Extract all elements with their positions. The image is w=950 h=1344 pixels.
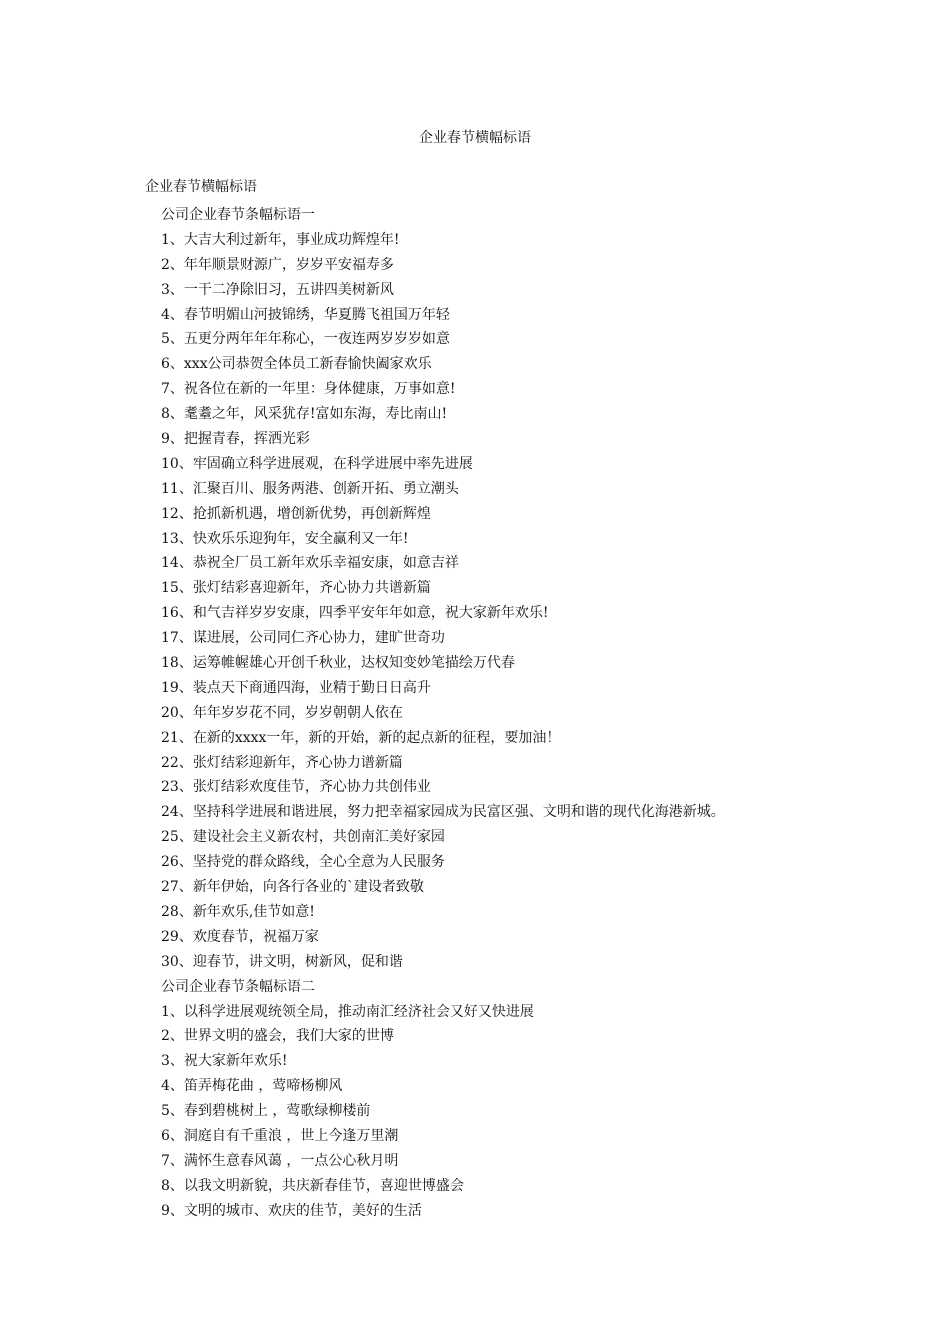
list-item: 1、以科学进展观统领全局，推动南汇经济社会又好又快进展 [161, 1003, 534, 1020]
list-item: 19、装点天下商通四海，业精于勤日日高升 [161, 679, 431, 696]
list-item: 5、春到碧桃树上 ，莺歌绿柳楼前 [161, 1103, 371, 1120]
list-item: 7、祝各位在新的一年里：身体健康，万事如意! [161, 381, 456, 398]
list-item: 8、耄耋之年，风采犹存!富如东海，寿比南山! [161, 406, 448, 423]
list-item: 22、张灯结彩迎新年，齐心协力谱新篇 [161, 754, 403, 771]
list-item: 4、笛弄梅花曲 ，莺啼杨柳风 [161, 1078, 343, 1095]
list-item: 10、牢固确立科学进展观，在科学进展中率先进展 [161, 455, 473, 472]
section-heading: 公司企业春节条幅标语二 [161, 978, 315, 995]
list-item: 17、谋进展，公司同仁齐心协力，建旷世奇功 [161, 630, 445, 647]
list-item: 14、恭祝全厂员工新年欢乐幸福安康，如意吉祥 [161, 555, 459, 572]
list-item: 9、文明的城市、欢庆的佳节，美好的生活 [161, 1202, 422, 1219]
list-item: 20、年年岁岁花不同，岁岁朝朝人依在 [161, 704, 403, 721]
list-item: 1、大吉大利过新年，事业成功辉煌年! [161, 231, 400, 248]
page-title: 企业春节横幅标语 [419, 130, 531, 146]
list-item: 25、建设社会主义新农村，共创南汇美好家园 [161, 829, 445, 846]
list-item: 5、五更分两年年年称心，一夜连两岁岁岁如意 [161, 331, 450, 348]
list-item: 9、把握青春，挥洒光彩 [161, 431, 310, 448]
list-item: 3、祝大家新年欢乐! [161, 1053, 288, 1070]
list-item: 27、新年伊始，向各行各业的`建设者致敬 [161, 879, 424, 896]
list-item: 4、春节明媚山河披锦绣，华夏腾飞祖国万年轻 [161, 306, 450, 323]
section-heading: 公司企业春节条幅标语一 [161, 207, 315, 223]
list-item: 24、坚持科学进展和谐进展，努力把幸福家园成为民富区强、文明和谐的现代化海港新城。 [161, 804, 725, 821]
list-item: 21、在新的xxxx一年，新的开始，新的起点新的征程，要加油！ [161, 729, 561, 746]
list-item: 2、世界文明的盛会，我们大家的世博 [161, 1028, 394, 1045]
list-item: 18、运筹帷幄雄心开创千秋业，达权知变妙笔描绘万代春 [161, 655, 515, 672]
list-item: 8、以我文明新貌，共庆新春佳节，喜迎世博盛会 [161, 1177, 464, 1194]
list-item: 29、欢度春节，祝福万家 [161, 928, 319, 945]
list-item: 7、满怀生意春风蔼 ，一点公心秋月明 [161, 1152, 399, 1169]
list-item: 16、和气吉祥岁岁安康，四季平安年年如意，祝大家新年欢乐! [161, 605, 549, 622]
list-item: 3、一干二净除旧习，五讲四美树新风 [161, 281, 394, 298]
list-item: 15、张灯结彩喜迎新年，齐心协力共谱新篇 [161, 580, 431, 597]
list-item: 28、新年欢乐,佳节如意! [161, 903, 315, 920]
list-item: 6、xxx公司恭贺全体员工新春愉快阖家欢乐 [161, 356, 432, 373]
document-heading: 企业春节横幅标语 [145, 179, 257, 195]
list-item: 11、汇聚百川、服务两港、创新开拓、勇立潮头 [161, 480, 459, 497]
document-body [161, 203, 941, 1224]
list-item: 30、迎春节，讲文明，树新风，促和谐 [161, 953, 403, 970]
list-item: 23、张灯结彩欢度佳节，齐心协力共创伟业 [161, 779, 431, 796]
list-item: 13、快欢乐乐迎狗年，安全赢利又一年! [161, 530, 409, 547]
list-item: 6、洞庭自有千重浪 ，世上今逢万里潮 [161, 1127, 399, 1144]
list-item: 26、坚持党的群众路线，全心全意为人民服务 [161, 854, 445, 871]
list-item: 2、年年顺景财源广，岁岁平安福寿多 [161, 256, 394, 273]
list-item: 12、抢抓新机遇，增创新优势，再创新辉煌 [161, 505, 431, 522]
